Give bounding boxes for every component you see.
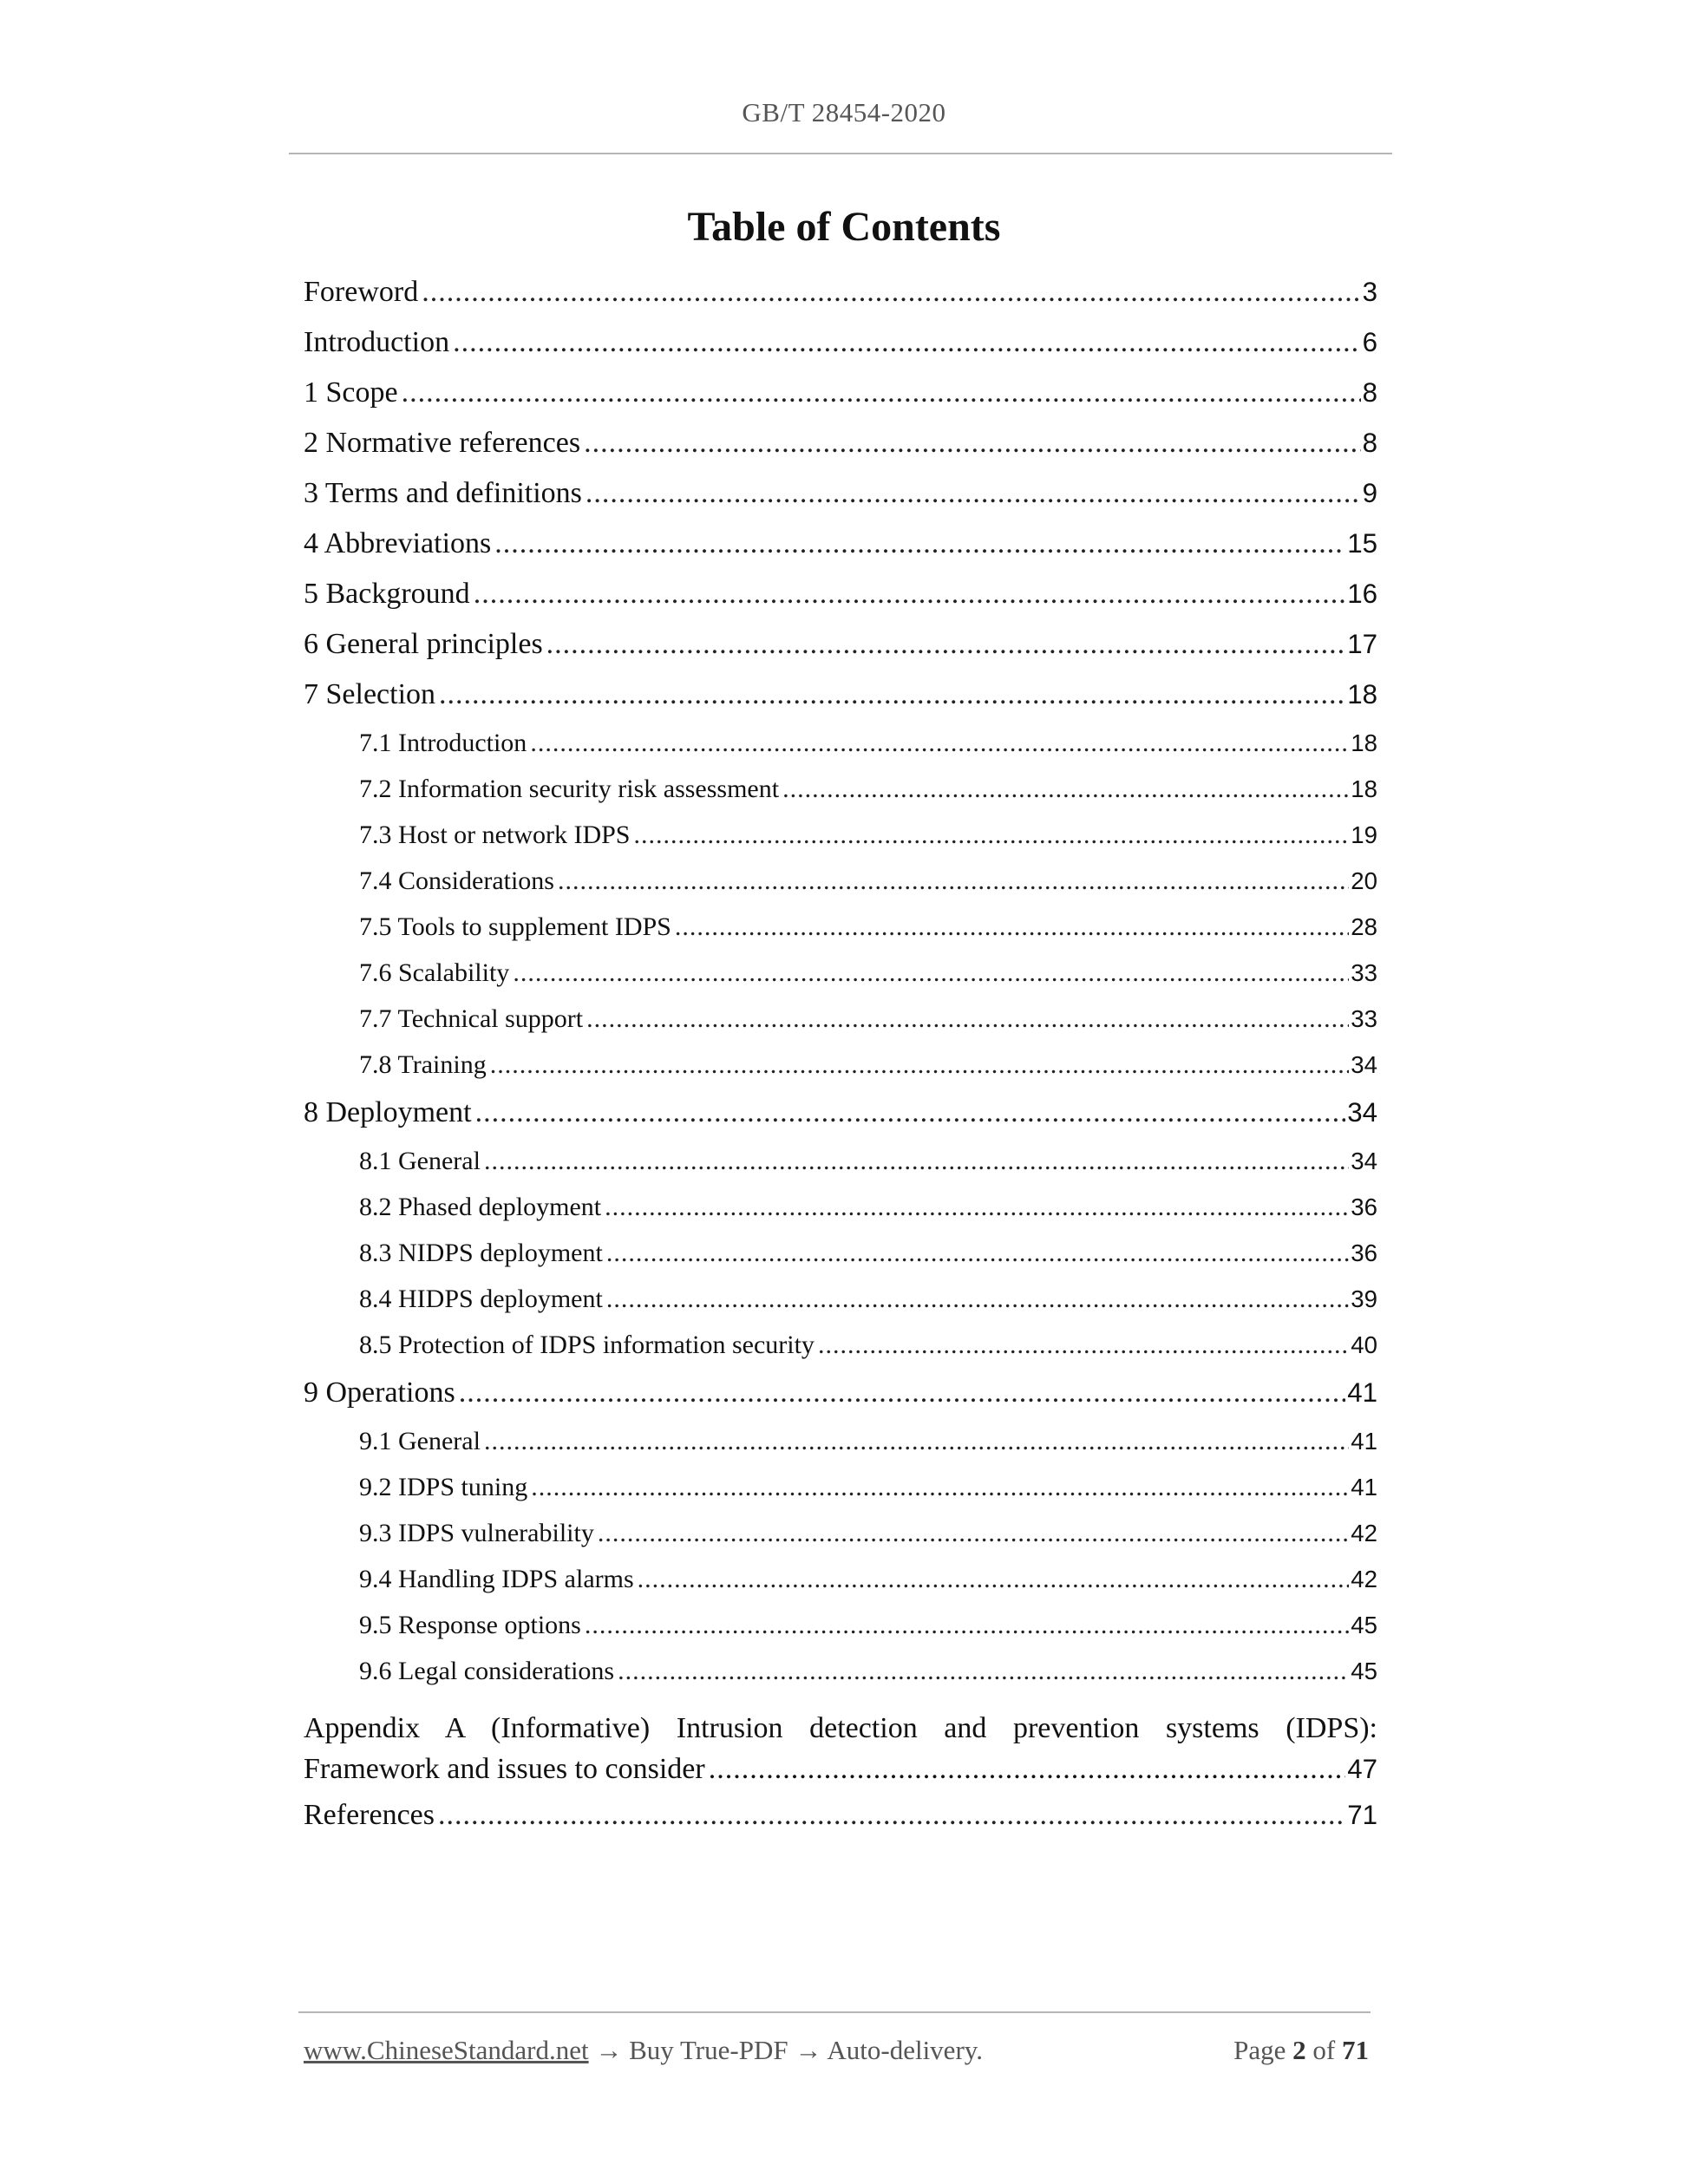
toc-entry-label: 1 Scope (304, 376, 398, 409)
toc-entry-page: 15 (1347, 528, 1377, 559)
toc-entry-page: 47 (1347, 1754, 1377, 1784)
toc-entry[interactable] (304, 1050, 1377, 1096)
toc-entry-page: 8 (1362, 377, 1377, 408)
dot-leader (606, 1285, 1349, 1314)
dot-leader (459, 1376, 1346, 1409)
toc-entry-page: 42 (1351, 1520, 1377, 1546)
toc-entry-page: 36 (1351, 1239, 1377, 1266)
toc-entry-label: References (304, 1799, 435, 1831)
footer-divider (298, 2011, 1371, 2013)
toc-entry[interactable] (304, 376, 1377, 427)
toc-entry-page: 3 (1362, 277, 1377, 307)
toc-entry-label: 7 Selection (304, 678, 436, 710)
toc-entry-label: 7.8 Training (359, 1050, 487, 1079)
toc-entry-page: 18 (1347, 679, 1377, 709)
toc-entry-label: Foreword (304, 276, 419, 308)
toc-entry-appendix-a[interactable] (304, 1708, 1377, 1790)
dot-leader (475, 1096, 1346, 1129)
dot-leader (494, 527, 1345, 560)
page-total: 71 (1342, 2035, 1369, 2065)
footer-promo-text: → Buy True-PDF → Auto-delivery. (588, 2035, 983, 2065)
toc-entry-label: 2 Normative references (304, 427, 581, 459)
toc-entry-page: 18 (1351, 729, 1377, 756)
page-current: 2 (1292, 2035, 1306, 2065)
toc-entry-label: 7.7 Technical support (359, 1004, 584, 1033)
toc-entry-label: 8.3 NIDPS deployment (359, 1239, 603, 1267)
dot-leader (453, 326, 1361, 359)
toc-entry[interactable] (304, 628, 1377, 678)
toc-entry-page: 33 (1351, 959, 1377, 986)
dot-leader (709, 1749, 1346, 1789)
toc-entry-label: 9.6 Legal considerations (359, 1657, 615, 1685)
toc-title: Table of Contents (687, 204, 1001, 250)
toc-entry-label: 7.2 Information security risk assessment (359, 775, 780, 803)
toc-entry-list (304, 276, 1377, 1703)
dot-leader (585, 1611, 1349, 1640)
dot-leader (474, 578, 1346, 611)
toc-entry[interactable] (304, 1239, 1377, 1285)
toc-entry[interactable] (304, 578, 1377, 628)
document-id-header: GB/T 28454-2020 (742, 97, 946, 128)
toc-entry[interactable] (304, 1611, 1377, 1657)
dot-leader (584, 427, 1361, 460)
toc-entry[interactable] (304, 1376, 1377, 1427)
dot-leader (586, 1004, 1349, 1034)
dot-leader (606, 1239, 1349, 1268)
toc-entry-continuation (304, 1749, 1377, 1790)
dot-leader (439, 678, 1345, 711)
toc-entry-page: 18 (1351, 775, 1377, 802)
toc-entry-page: 45 (1351, 1612, 1377, 1638)
toc-entry-page: 41 (1347, 1377, 1377, 1408)
dot-leader (422, 276, 1360, 309)
dot-leader (782, 775, 1349, 804)
toc-entry-page: 71 (1347, 1800, 1377, 1830)
footer-promo (304, 2035, 983, 2066)
toc-entry[interactable] (304, 1331, 1377, 1376)
toc-entry[interactable] (304, 427, 1377, 477)
toc-entry[interactable] (304, 1473, 1377, 1519)
dot-leader (402, 376, 1361, 409)
toc-entry[interactable] (304, 678, 1377, 729)
toc-entry[interactable] (304, 1519, 1377, 1565)
dot-leader (618, 1657, 1349, 1686)
toc-entry-label: 8.1 General (359, 1147, 481, 1175)
dot-leader (598, 1519, 1349, 1548)
toc-entry-label: Introduction (304, 326, 450, 358)
toc-entry-page: 36 (1351, 1193, 1377, 1220)
toc-entry-page: 34 (1351, 1148, 1377, 1174)
toc-entry[interactable] (304, 1285, 1377, 1331)
toc-entry-page: 8 (1362, 428, 1377, 458)
toc-entry-page: 20 (1351, 867, 1377, 894)
website-link[interactable]: www.ChineseStandard.net (304, 2035, 589, 2065)
toc-entry-page: 28 (1351, 913, 1377, 940)
toc-entry-label: 7.4 Considerations (359, 866, 554, 895)
toc-entry[interactable] (304, 775, 1377, 821)
table-of-contents (304, 276, 1377, 1849)
dot-leader (586, 477, 1361, 510)
header-divider (289, 153, 1392, 154)
page-prefix: Page (1233, 2035, 1293, 2065)
toc-entry-page: 16 (1347, 579, 1377, 609)
toc-entry-label: 5 Background (304, 578, 470, 610)
toc-entry[interactable] (304, 477, 1377, 527)
toc-entry-label: 9.3 IDPS vulnerability (359, 1519, 594, 1547)
dot-leader (558, 866, 1349, 896)
dot-leader (531, 1473, 1349, 1502)
toc-entry-label: 8.5 Protection of IDPS information security (359, 1331, 815, 1359)
toc-entry-label: 9.5 Response options (359, 1611, 581, 1639)
toc-entry-label: 7.5 Tools to supplement IDPS (359, 912, 671, 941)
toc-entry[interactable] (304, 527, 1377, 578)
dot-leader (484, 1427, 1349, 1456)
toc-entry-label: 8.4 HIDPS deployment (359, 1285, 603, 1313)
toc-entry-page: 40 (1351, 1331, 1377, 1358)
toc-entry-page: 34 (1351, 1051, 1377, 1078)
toc-entry-page: 42 (1351, 1566, 1377, 1592)
toc-entry-label: 9 Operations (304, 1376, 455, 1409)
toc-entry[interactable] (304, 1427, 1377, 1473)
page-footer (304, 2035, 1369, 2066)
toc-entry-label: 9.2 IDPS tuning (359, 1473, 528, 1501)
toc-entry[interactable] (304, 1004, 1377, 1050)
toc-entry-page: 6 (1362, 327, 1377, 357)
page-of: of (1305, 2035, 1342, 2065)
dot-leader (546, 628, 1346, 661)
toc-entry-label: Framework and issues to consider (304, 1753, 705, 1785)
dot-leader (605, 1193, 1349, 1222)
toc-entry[interactable] (304, 1096, 1377, 1147)
dot-leader (490, 1050, 1350, 1080)
toc-entry[interactable] (304, 276, 1377, 326)
toc-entry[interactable] (304, 866, 1377, 912)
toc-entry-label: 4 Abbreviations (304, 527, 492, 559)
toc-entry-label: 8 Deployment (304, 1096, 472, 1128)
dot-leader (638, 1565, 1350, 1594)
toc-entry[interactable] (304, 1565, 1377, 1611)
dot-leader (513, 958, 1349, 988)
toc-entry[interactable] (304, 912, 1377, 958)
toc-entry-page: 17 (1347, 629, 1377, 659)
dot-leader (634, 821, 1350, 850)
toc-entry-page: 34 (1347, 1097, 1377, 1128)
toc-entry[interactable] (304, 821, 1377, 866)
toc-entry[interactable] (304, 326, 1377, 376)
toc-entry-label: 7.3 Host or network IDPS (359, 821, 631, 849)
toc-entry-label: Appendix A (Informative) Intrusion detection and prevention systems (IDPS): (304, 1712, 1377, 1744)
page-number (1233, 2035, 1369, 2066)
toc-entry[interactable] (304, 1193, 1377, 1239)
dot-leader (818, 1331, 1349, 1360)
toc-entry-page: 9 (1362, 478, 1377, 508)
dot-leader (530, 729, 1349, 758)
toc-entry[interactable] (304, 1147, 1377, 1193)
toc-entry-page: 39 (1351, 1285, 1377, 1312)
toc-entry-page: 41 (1351, 1474, 1377, 1501)
toc-entry-label: 9.4 Handling IDPS alarms (359, 1565, 634, 1593)
toc-entry-label: 7.6 Scalability (359, 958, 510, 987)
toc-entry-page: 19 (1351, 821, 1377, 848)
dot-leader (675, 912, 1349, 942)
toc-entry-label: 6 General principles (304, 628, 543, 660)
toc-entry[interactable] (304, 1657, 1377, 1703)
toc-entry-page: 45 (1351, 1658, 1377, 1684)
dot-leader (438, 1799, 1345, 1832)
toc-entry-page: 41 (1351, 1428, 1377, 1455)
toc-entry[interactable] (304, 958, 1377, 1004)
toc-entry-label: 7.1 Introduction (359, 729, 527, 757)
toc-entry[interactable] (304, 729, 1377, 775)
toc-entry-label: 9.1 General (359, 1427, 481, 1455)
toc-entry-label: 8.2 Phased deployment (359, 1193, 602, 1221)
toc-entry-page: 33 (1351, 1005, 1377, 1032)
dot-leader (484, 1147, 1349, 1176)
toc-entry-label: 3 Terms and definitions (304, 477, 582, 509)
toc-entry-references[interactable] (304, 1799, 1377, 1849)
